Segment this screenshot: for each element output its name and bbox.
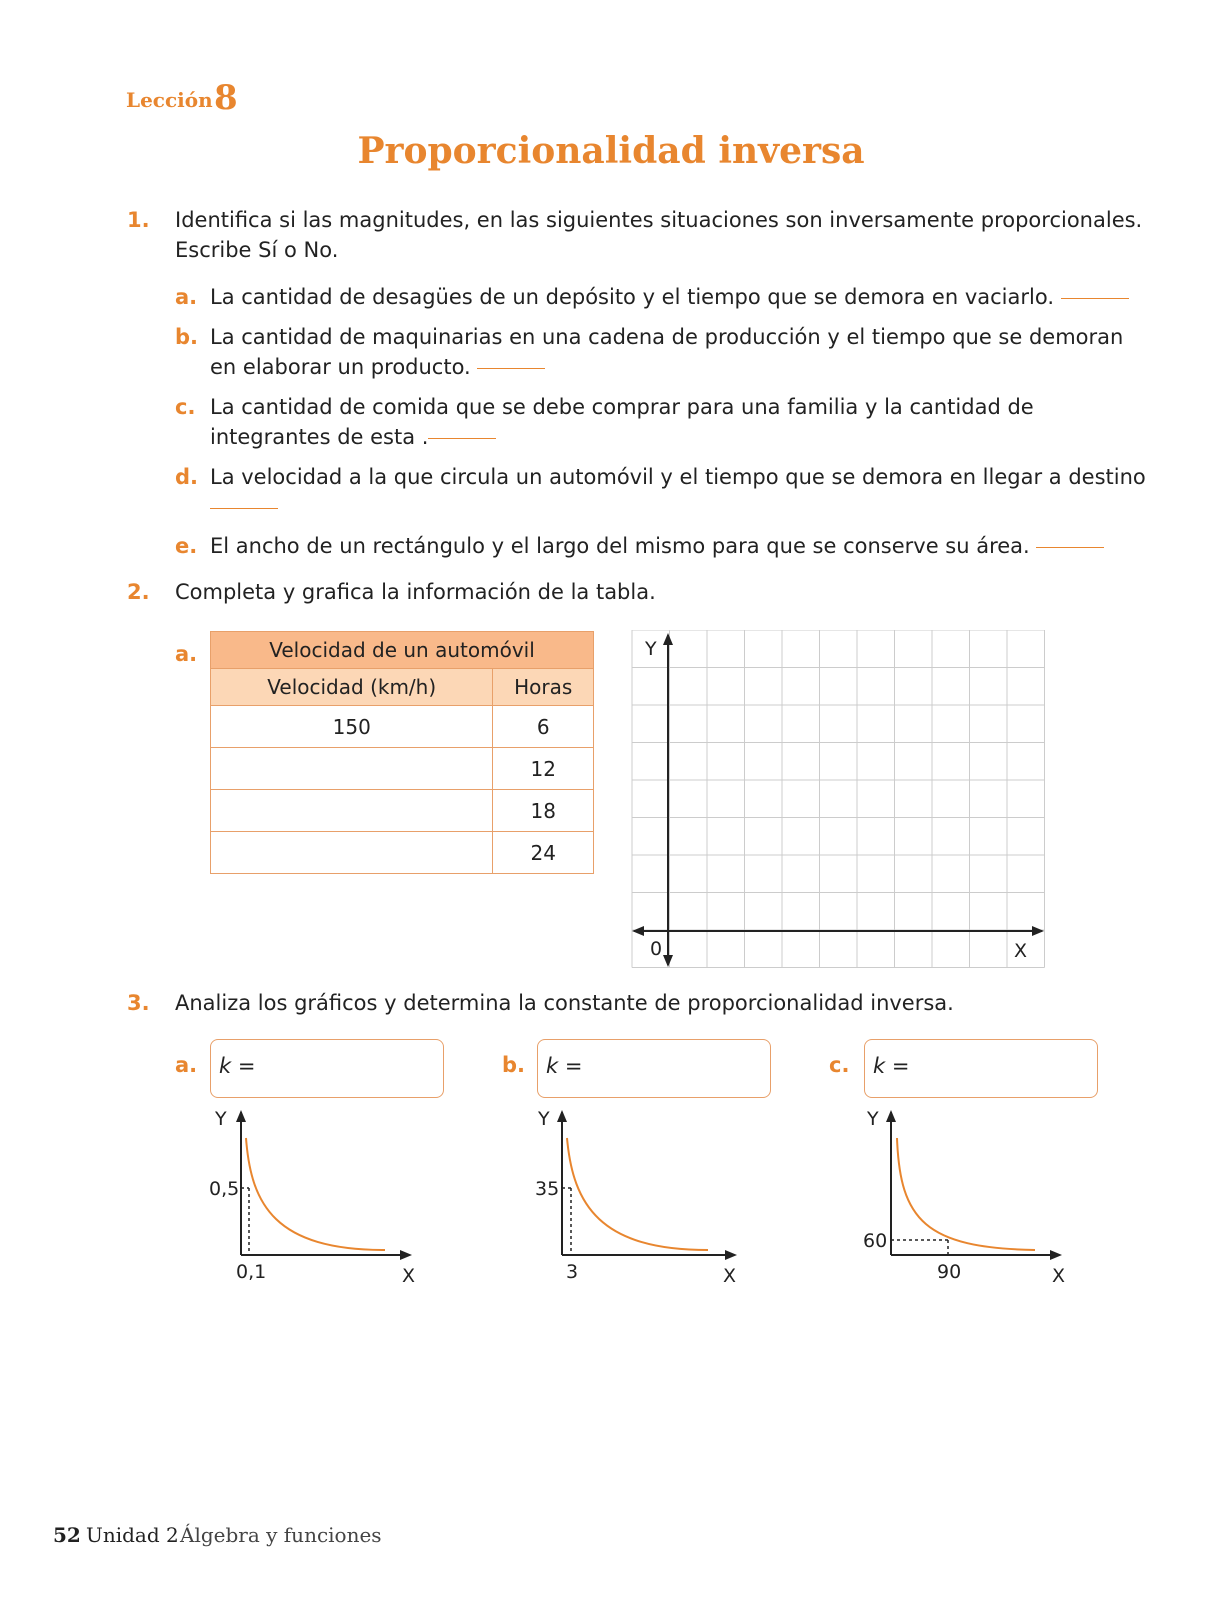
graph-a-y-label: Y: [215, 1108, 227, 1130]
question-3-number: 3.: [127, 991, 150, 1015]
question-1-number: 1.: [127, 208, 150, 232]
graph-a: [205, 1100, 435, 1290]
speed-table: [210, 631, 594, 874]
answer-blank-1c[interactable]: [428, 437, 496, 439]
item-1d-label: d.: [175, 465, 199, 489]
table-cell-speed[interactable]: [211, 748, 493, 790]
table-cell-hours: 18: [493, 790, 594, 832]
curve-a: [246, 1138, 385, 1250]
graph-grid[interactable]: [630, 630, 1050, 975]
item-1a-text: La cantidad de desagües de un depósito y el tiempo que se demora en vaciarlo.: [210, 282, 1129, 312]
graph-b-x-tick: 3: [566, 1261, 579, 1283]
k-answer-box-c[interactable]: k =: [864, 1039, 1098, 1098]
k-answer-box-a[interactable]: k =: [210, 1039, 444, 1098]
graph-b-label: b.: [502, 1053, 526, 1077]
table-cell-hours: 24: [493, 832, 594, 874]
table-row: [211, 790, 594, 832]
graph-b-y-label: Y: [538, 1108, 550, 1130]
graph-c-x-label: X: [1052, 1265, 1066, 1287]
item-1b-text: La cantidad de maquinarias en una cadena de producción y el tiempo que se demoran en elaborar un producto.: [210, 325, 1124, 379]
item-1a-label: a.: [175, 285, 198, 309]
item-1c-text: La cantidad de comida que se debe comprar para una familia y la cantidad de integrantes de esta .: [210, 395, 1034, 449]
grid-x-label: X: [1014, 940, 1028, 962]
page-title: Proporcionalidad inversa: [357, 130, 865, 172]
grid-origin-label: 0: [650, 938, 663, 960]
question-3-text: Analiza los gráficos y determina la constante de proporcionalidad inversa.: [175, 991, 954, 1015]
table-cell-hours: 12: [493, 748, 594, 790]
footer-unit: Unidad 2: [86, 1523, 179, 1547]
y-axis-arrow-down: [663, 955, 673, 967]
table-caption: Velocidad de un automóvil: [211, 632, 594, 669]
graph-a-x-tick: 0,1: [236, 1261, 267, 1283]
question-2-number: 2.: [127, 580, 150, 604]
graph-c: [855, 1100, 1085, 1290]
x-axis-arrow: [1032, 926, 1044, 936]
grid-y-label: Y: [645, 638, 657, 660]
answer-blank-1b[interactable]: [477, 367, 545, 369]
question-2-text: Completa y grafica la información de la tabla.: [175, 580, 656, 604]
item-1b-label: b.: [175, 325, 199, 349]
graph-c-y-label: Y: [867, 1108, 879, 1130]
answer-blank-1a[interactable]: [1061, 297, 1129, 299]
graph-c-y-tick: 60: [863, 1230, 888, 1252]
table-cell-speed[interactable]: 150: [211, 706, 493, 748]
graph-a-x-label: X: [402, 1265, 416, 1287]
question-1-text: Identifica si las magnitudes, en las siguientes situaciones son inversamente proporcionales. Escribe Sí o No.: [175, 208, 1143, 262]
k-answer-box-b[interactable]: k =: [537, 1039, 771, 1098]
footer-topic: Álgebra y funciones: [180, 1523, 382, 1547]
table-cell-speed[interactable]: [211, 790, 493, 832]
graph-b: [530, 1100, 760, 1290]
graph-c-label: c.: [829, 1053, 850, 1077]
table-header-hours: Horas: [493, 669, 594, 706]
table-row: [211, 832, 594, 874]
table-row: [211, 706, 594, 748]
curve-c: [897, 1138, 1035, 1250]
curve-b: [567, 1138, 708, 1250]
table-cell-hours: 6: [493, 706, 594, 748]
item-1e-text: El ancho de un rectángulo y el largo del mismo para que se conserve su área.: [210, 531, 1104, 561]
graph-c-x-tick: 90: [937, 1261, 962, 1283]
x-axis-arrow-left: [632, 926, 644, 936]
lesson-label: Lección: [126, 88, 213, 112]
item-1c-label: c.: [175, 395, 196, 419]
graph-a-y-tick: 0,5: [209, 1178, 240, 1200]
table-cell-speed[interactable]: [211, 832, 493, 874]
graph-b-x-label: X: [723, 1265, 737, 1287]
item-1e-label: e.: [175, 534, 198, 558]
y-axis-arrow: [663, 633, 673, 645]
graph-a-label: a.: [175, 1053, 198, 1077]
answer-blank-1d[interactable]: [210, 507, 278, 509]
table-row: [211, 748, 594, 790]
graph-b-y-tick: 35: [535, 1178, 560, 1200]
page-number: 52: [53, 1523, 81, 1547]
item-1d-text: La velocidad a la que circula un automóvil y el tiempo que se demora en llegar a destino: [210, 462, 1146, 522]
item-2a-label: a.: [175, 642, 198, 666]
lesson-number: 8: [214, 78, 238, 118]
answer-blank-1e[interactable]: [1036, 546, 1104, 548]
table-header-speed: Velocidad (km/h): [211, 669, 493, 706]
